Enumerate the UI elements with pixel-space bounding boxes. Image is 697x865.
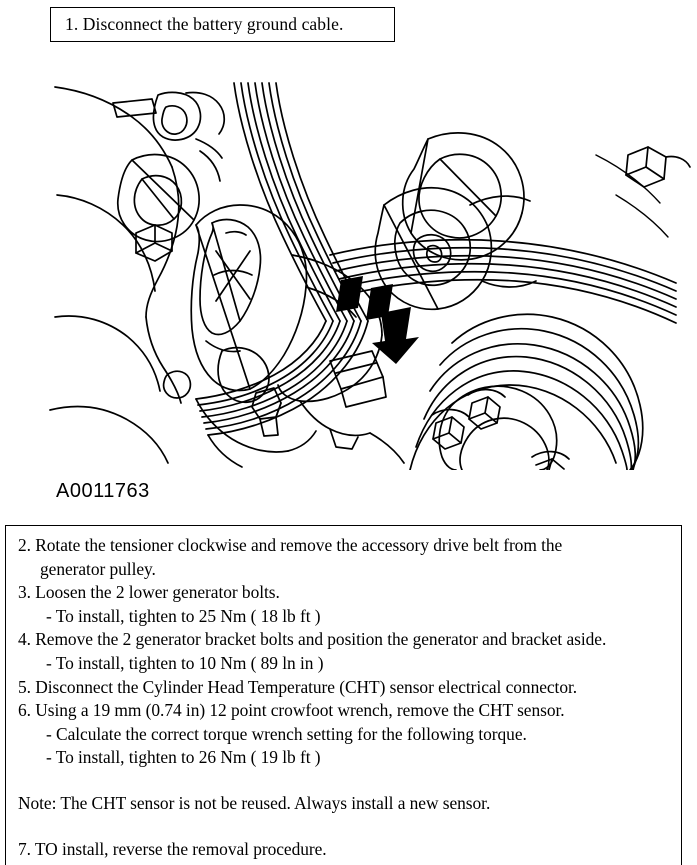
step-subline: - To install, tighten to 26 Nm ( 19 lb ft ) (46, 747, 321, 768)
step-subline: - Calculate the correct torque wrench setting for the following torque. (46, 723, 527, 744)
step-line: 5. Disconnect the Cylinder Head Temperature (CHT) sensor electrical connector. (18, 676, 578, 697)
step-subline: - To install, tighten to 25 Nm ( 18 lb ft ) (46, 605, 321, 626)
step-line: 2. Rotate the tensioner clockwise and remove the accessory drive belt from the (18, 535, 563, 555)
step-line: generator pulley. (40, 558, 156, 579)
step-line: 3. Loosen the 2 lower generator bolts. (18, 582, 280, 603)
final-step-line: 7. TO install, reverse the removal procedure. (18, 838, 327, 859)
final-step-spacer (12, 816, 675, 838)
step-1-title-box (50, 7, 395, 42)
step-line: 4. Remove the 2 generator bracket bolts and position the generator and bracket aside. (18, 629, 607, 650)
step-line: 6. Using a 19 mm (0.74 in) 12 point crowfoot wrench, remove the CHT sensor. (18, 700, 565, 721)
figure-id-label: A0011763 (56, 480, 150, 502)
step-1-title-text: 1. Disconnect the battery ground cable. (65, 13, 344, 34)
engine-illustration (0, 55, 697, 502)
procedure-steps-box (5, 525, 682, 865)
engine-line-art-svg (0, 55, 697, 470)
procedure-note: Note: The CHT sensor is not be reused. Always install a new sensor. (18, 792, 491, 813)
note-spacer (12, 770, 675, 792)
step-subline: - To install, tighten to 10 Nm ( 89 ln in ) (46, 652, 324, 673)
